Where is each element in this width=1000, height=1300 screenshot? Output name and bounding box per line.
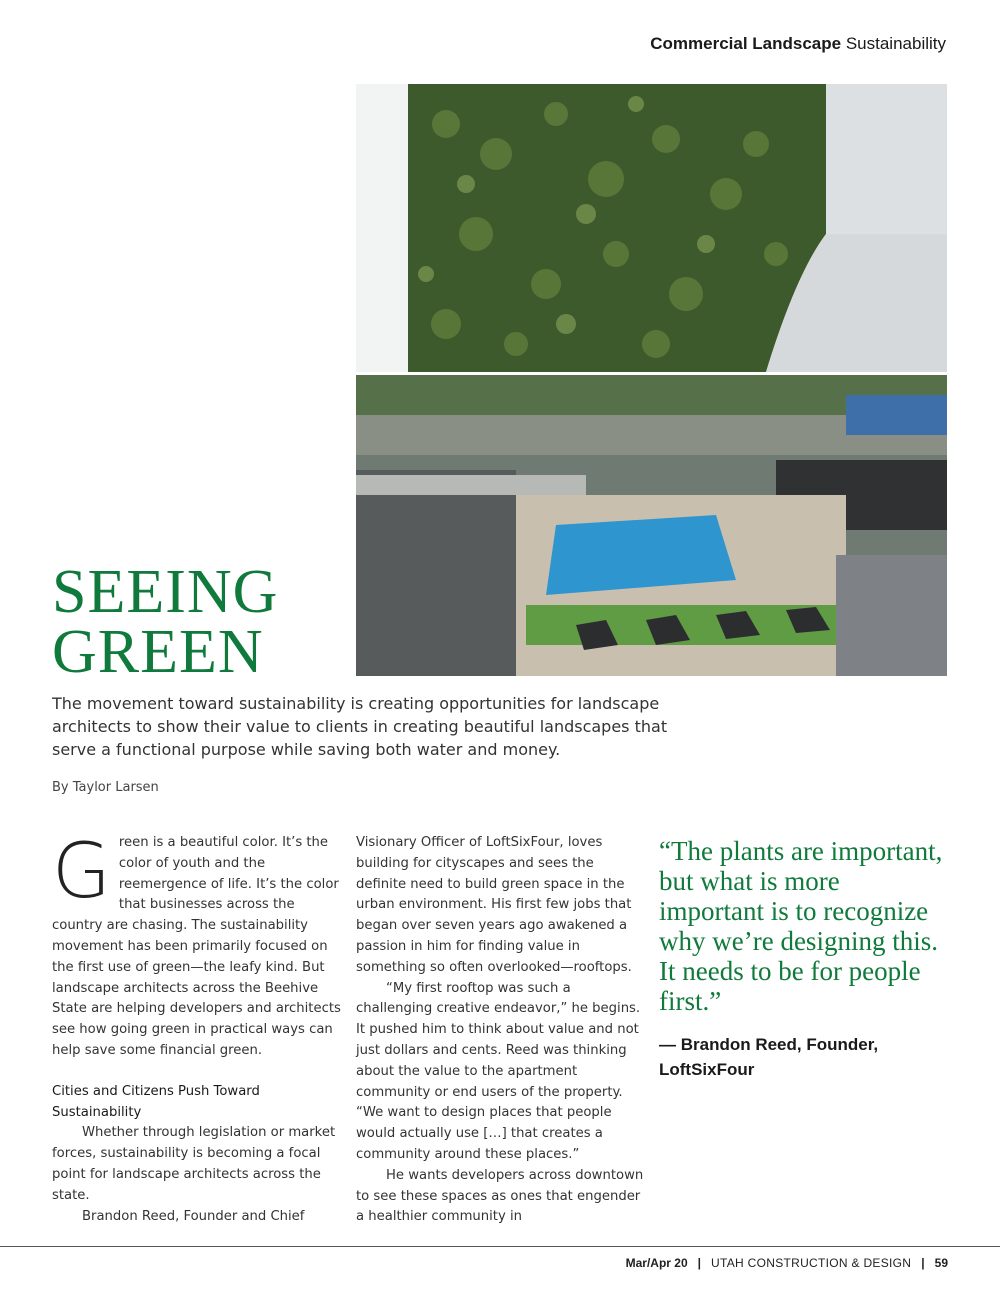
- section-header: [650, 34, 946, 54]
- body-column-2: [356, 833, 646, 1228]
- pull-quote-attribution: — Brandon Reed, Founder, LoftSixFour: [659, 1035, 879, 1079]
- magazine-name: UTAH CONSTRUCTION & DESIGN: [711, 1256, 912, 1270]
- footer-separator: |: [697, 1256, 702, 1270]
- drop-cap: G: [52, 826, 111, 915]
- page-number: 59: [934, 1256, 948, 1270]
- title-line-2: GREEN: [52, 618, 264, 686]
- body-paragraph: Visionary Officer of LoftSixFour, loves building for cityscapes and sees the definite need to build green space in the urban environment. His first few jobs that began over seven years ago awakened a passion in him for finding value in something so often overlooked—rooftops.: [356, 835, 632, 975]
- body-paragraph: Brandon Reed, Founder and Chief: [82, 1208, 305, 1224]
- body-paragraph: “My first rooftop was such a challenging creative endeavor,” he begins. It pushed him to think about value and not just dollars and cents. Reed was thinking about the value to the apartment community or end users of the property. “We want to design places that people would actually use […] that creates a community around these places.”: [356, 980, 641, 1162]
- article-title: [52, 558, 279, 686]
- body-paragraph: He wants developers across downtown to see these spaces as ones that engender a healthier community in: [356, 1167, 644, 1225]
- living-wall-photo: [356, 84, 947, 372]
- issue-date: Mar/Apr 20: [625, 1256, 688, 1270]
- pull-quote: “The plants are important, but what is more important is to recognize why we’re designing this. It needs to be for people first.”: [659, 836, 943, 1016]
- rooftop-pool-photo: [356, 375, 947, 676]
- body-text: reen is a beautiful color. It’s the color of youth and the reemergence of life. It’s the color that businesses across the country are chasing. The sustainability movement has been primarily focused on the first use of green—the leafy kind. But landscape architects across the Beehive State are helping developers and architects see how going green in practical ways can help save some financial green.: [52, 835, 341, 1058]
- subhead: Cities and Citizens Push Toward Sustainability: [52, 1083, 260, 1120]
- byline: By Taylor Larsen: [52, 780, 159, 795]
- body-paragraph: Whether through legislation or market forces, sustainability is becoming a focal point for landscape architects across the state.: [52, 1125, 336, 1203]
- body-paragraph: [52, 826, 342, 1062]
- page-footer: [626, 1256, 948, 1270]
- footer-separator: |: [921, 1256, 925, 1270]
- section-label: Commercial Landscape: [650, 34, 842, 53]
- footer-divider: [0, 1246, 1000, 1247]
- article-deck: The movement toward sustainability is creating opportunities for landscape architects to show their value to clients in creating beautiful landscapes that serve a functional purpose while saving both water and money.: [52, 694, 668, 759]
- title-line-1: SEEING: [52, 558, 279, 626]
- body-column-1: [52, 826, 342, 1227]
- section-sublabel: Sustainability: [845, 34, 946, 53]
